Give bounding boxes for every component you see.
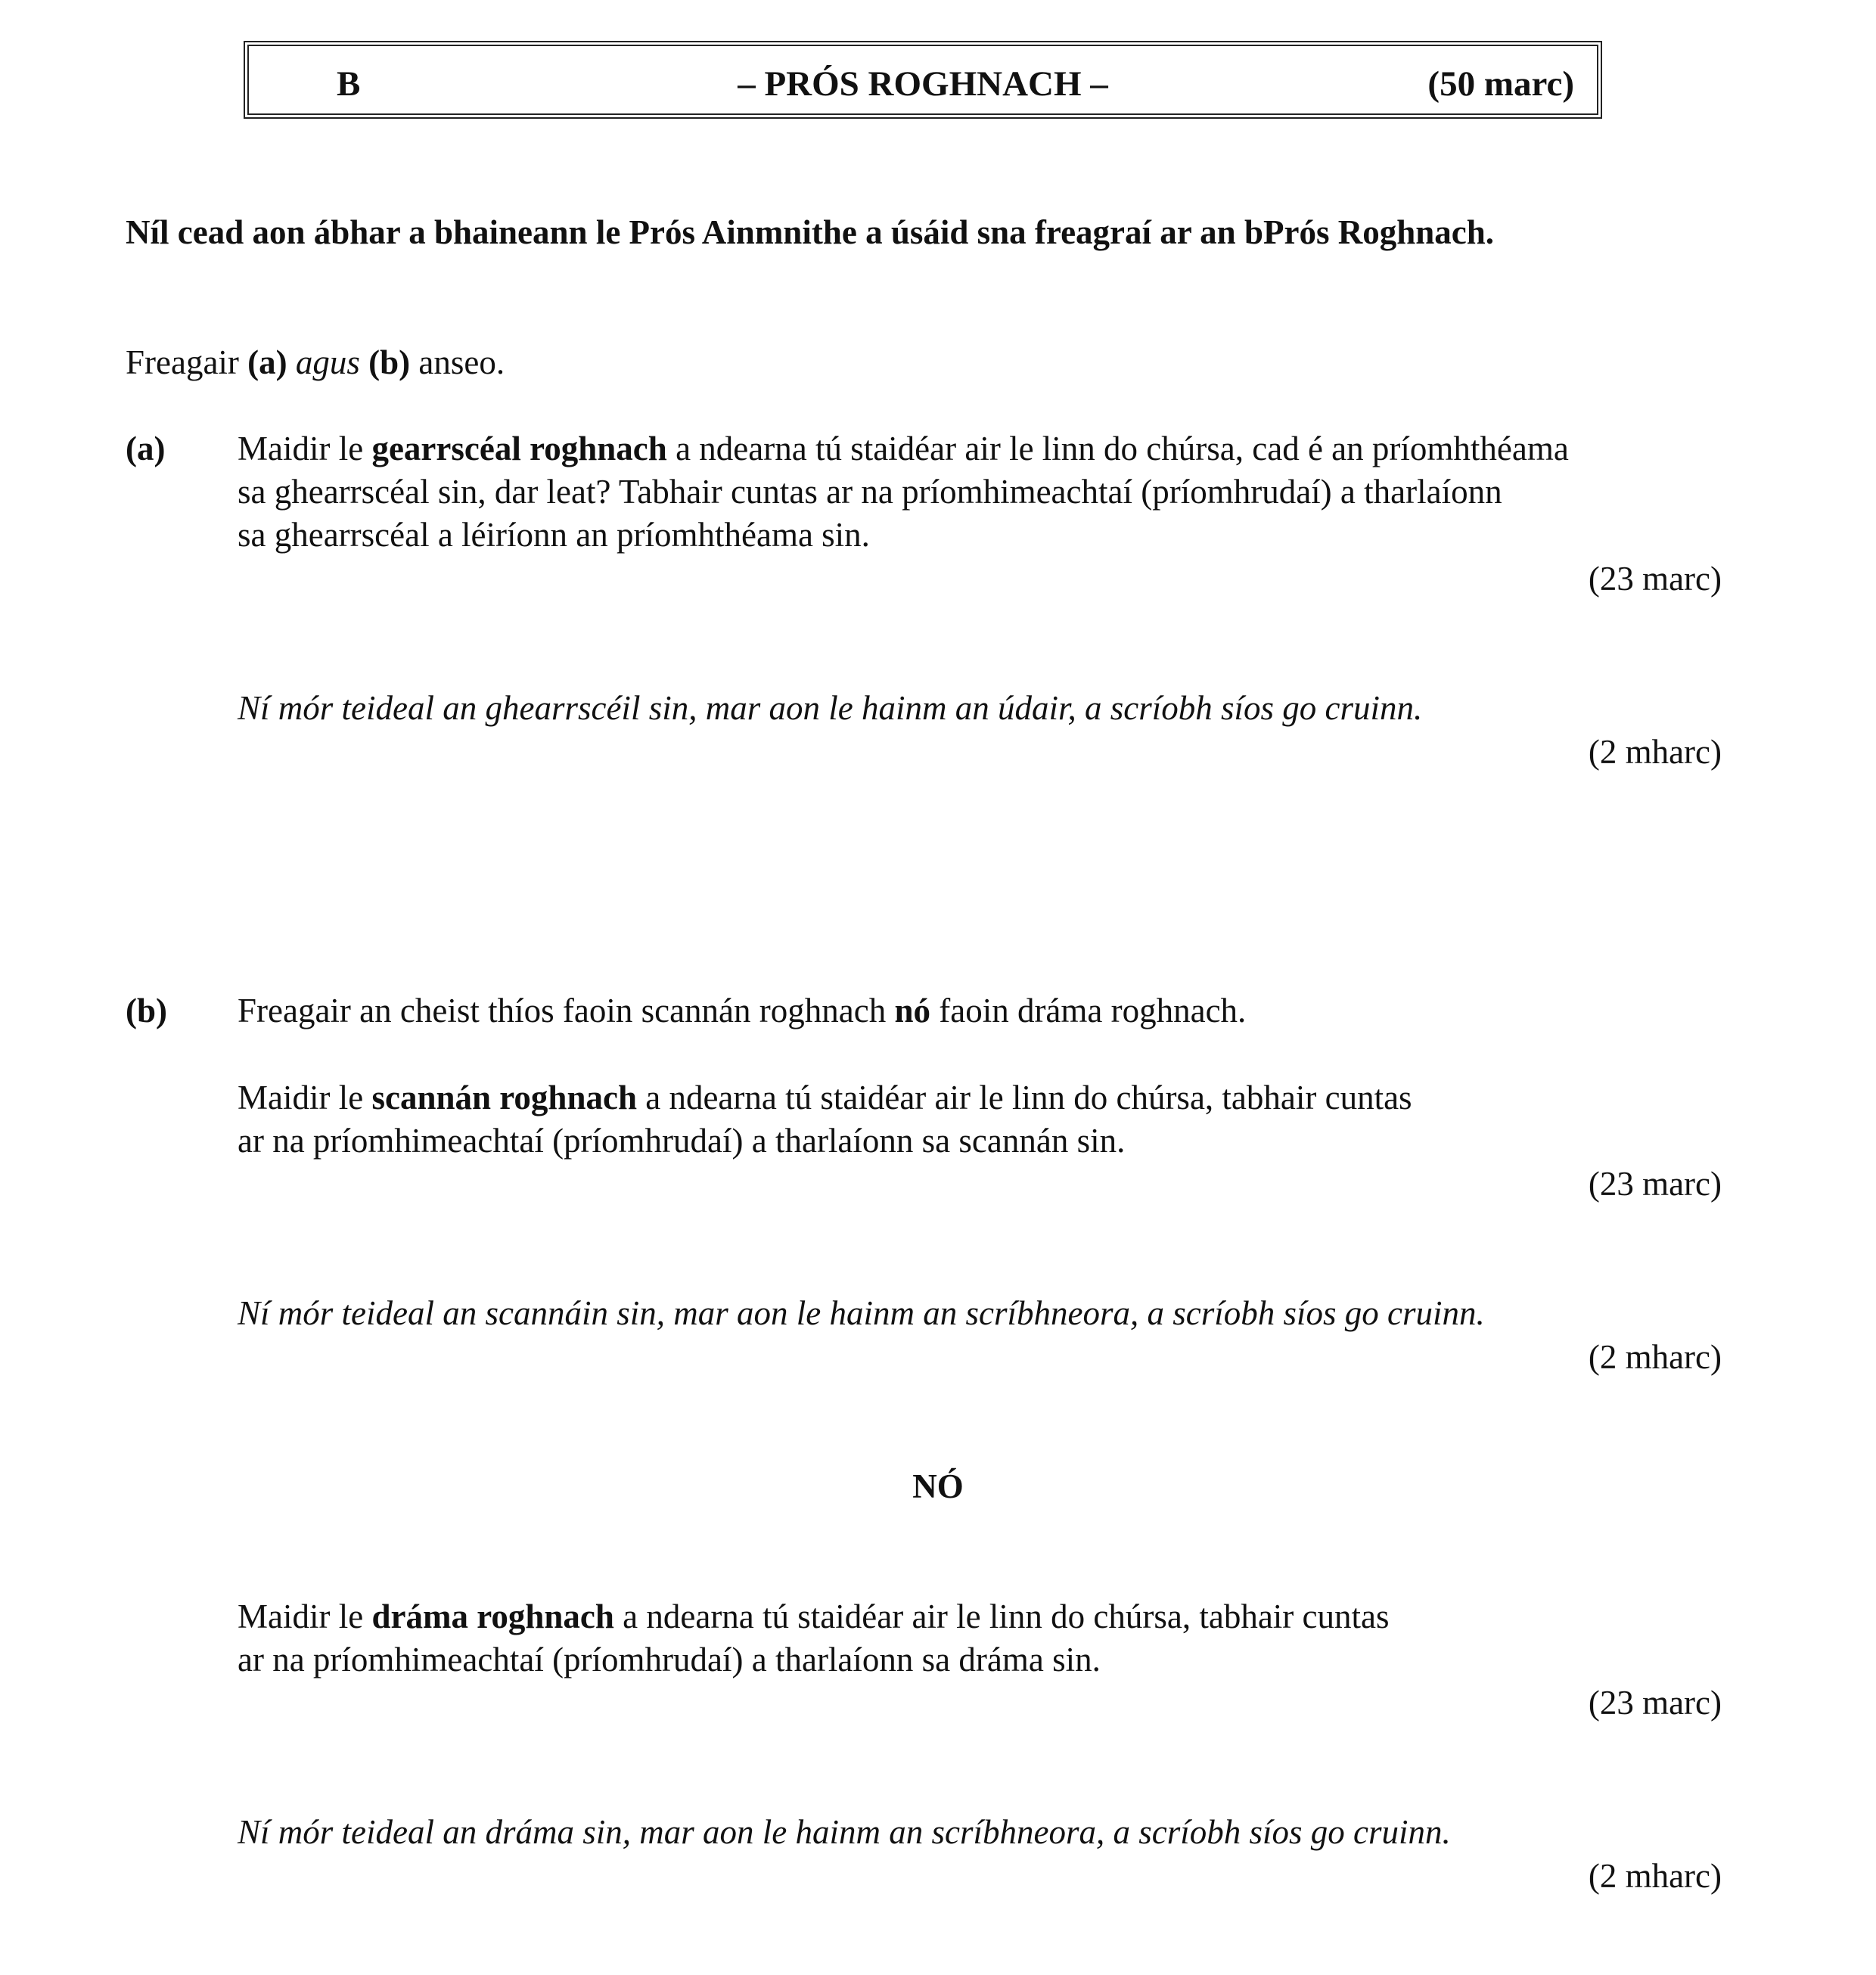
film-line-2: ar na príomhimeachtaí (príomhrudaí) a tharlaíonn sa scannán sin.	[238, 1122, 1126, 1160]
film-note-marks: (2 mharc)	[1588, 1338, 1722, 1376]
drama-line-1-pre: Maidir le	[238, 1598, 372, 1635]
instruction-suffix: anseo.	[410, 343, 505, 381]
drama-line-1-post: a ndearna tú staidéar air le linn do chúrsa, tabhair cuntas	[613, 1598, 1390, 1635]
film-line-1-post: a ndearna tú staidéar air le linn do chúrsa, tabhair cuntas	[636, 1079, 1412, 1116]
drama-line-1	[238, 1595, 1390, 1638]
instruction-line	[126, 340, 505, 384]
part-b-intro	[238, 989, 1246, 1033]
film-line-1-bold: scannán roghnach	[371, 1079, 637, 1116]
part-b-intro-post: faoin dráma roghnach.	[930, 992, 1247, 1029]
part-a-line-1	[238, 427, 1569, 470]
instruction-agus: agus	[295, 343, 360, 381]
drama-marks: (23 marc)	[1588, 1684, 1722, 1722]
or-label: NÓ	[912, 1467, 964, 1505]
film-line-1	[238, 1076, 1412, 1119]
drama-note: Ní mór teideal an dráma sin, mar aon le hainm an scríbhneora, a scríobh síos go cruinn.	[238, 1813, 1451, 1851]
part-a-line-1-bold: gearrscéal roghnach	[371, 430, 667, 467]
notice-text: Níl cead aon ábhar a bhaineann le Prós Ainmnithe a úsáid sna freagraí ar an bPrós Roghnach.	[126, 213, 1495, 251]
instruction-prefix: Freagair	[126, 343, 248, 381]
section-letter: B	[337, 64, 361, 104]
part-a-marks: (23 marc)	[1588, 560, 1722, 598]
drama-line-2: ar na príomhimeachtaí (príomhrudaí) a tharlaíonn sa dráma sin.	[238, 1641, 1101, 1678]
section-marks: (50 marc)	[1427, 64, 1574, 104]
part-a-line-3: sa ghearrscéal a léiríonn an príomhthéama sin.	[238, 516, 870, 554]
part-b-intro-pre: Freagair an cheist thíos faoin scannán roghnach	[238, 992, 895, 1029]
part-a-note-marks: (2 mharc)	[1588, 733, 1722, 771]
part-a-line-1-post: a ndearna tú staidéar air le linn do chúrsa, cad é an príomhthéama	[666, 430, 1569, 467]
section-title: – PRÓS ROGHNACH –	[738, 64, 1108, 104]
film-marks: (23 marc)	[1588, 1165, 1722, 1203]
drama-note-marks: (2 mharc)	[1588, 1857, 1722, 1895]
film-line-1-pre: Maidir le	[238, 1079, 372, 1116]
drama-line-1-bold: dráma roghnach	[371, 1598, 614, 1635]
part-b-intro-bold: nó	[894, 992, 930, 1029]
section-header-box	[244, 41, 1602, 119]
instruction-a: (a)	[247, 343, 287, 381]
part-b-label: (b)	[126, 992, 167, 1029]
film-note: Ní mór teideal an scannáin sin, mar aon le hainm an scríbhneora, a scríobh síos go cruinn.	[238, 1294, 1485, 1332]
part-a-note: Ní mór teideal an ghearrscéil sin, mar aon le hainm an údair, a scríobh síos go cruinn.	[238, 689, 1423, 727]
part-a-line-1-pre: Maidir le	[238, 430, 372, 467]
part-a-line-2: sa ghearrscéal sin, dar leat? Tabhair cuntas ar na príomhimeachtaí (príomhrudaí) a tharlaíonn	[238, 473, 1502, 511]
part-a-label: (a)	[126, 430, 166, 467]
instruction-b: (b)	[368, 343, 411, 381]
